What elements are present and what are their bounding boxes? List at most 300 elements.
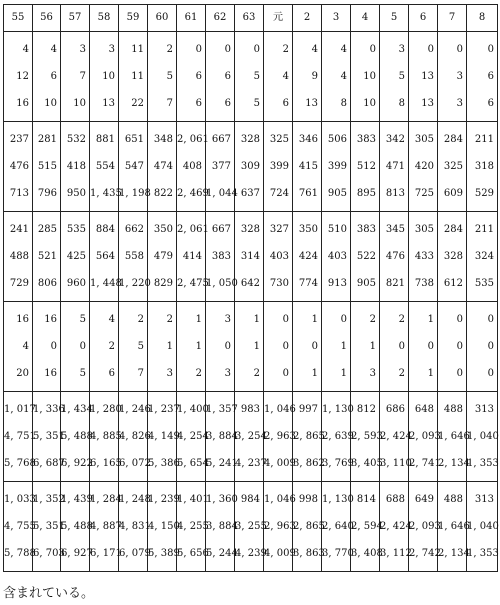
table-cell: 6, 072 xyxy=(119,450,148,482)
table-cell: 713 xyxy=(4,180,33,212)
table-cell: 3 xyxy=(61,32,90,64)
table-cell: 5 xyxy=(61,302,90,334)
table-cell: 6 xyxy=(264,90,293,122)
table-cell: 895 xyxy=(351,180,380,212)
table-cell: 5 xyxy=(148,63,177,90)
table-cell: 1 xyxy=(322,360,351,392)
table-cell: 662 xyxy=(119,212,148,244)
table-cell: 383 xyxy=(351,212,380,244)
table-cell: 5, 656 xyxy=(177,540,206,572)
year-header-cell: 55 xyxy=(4,5,33,32)
year-header-cell: 8 xyxy=(467,5,498,32)
year-header-cell: 4 xyxy=(351,5,380,32)
table-cell: 4, 885 xyxy=(90,423,119,450)
table-cell: 424 xyxy=(293,243,322,270)
table-cell: 905 xyxy=(351,270,380,302)
table-cell: 2 xyxy=(380,360,409,392)
year-header-cell: 58 xyxy=(90,5,119,32)
table-cell: 1, 353 xyxy=(467,540,498,572)
table-cell: 6 xyxy=(206,90,235,122)
table-cell: 5, 389 xyxy=(148,540,177,572)
table-row xyxy=(4,90,498,122)
table-cell: 5, 241 xyxy=(206,450,235,482)
table-cell: 558 xyxy=(119,243,148,270)
year-header-cell: 6 xyxy=(409,5,438,32)
table-cell: 4, 751 xyxy=(4,423,33,450)
table-cell: 285 xyxy=(33,212,61,244)
table-cell: 3, 769 xyxy=(322,450,351,482)
table-cell: 1, 044 xyxy=(206,180,235,212)
table-cell: 510 xyxy=(322,212,351,244)
table-cell: 529 xyxy=(467,180,498,212)
table-cell: 2 xyxy=(351,302,380,334)
table-cell: 4, 237 xyxy=(235,450,264,482)
table-cell: 1, 046 xyxy=(264,482,293,514)
table-cell: 3, 863 xyxy=(293,540,322,572)
table-cell: 813 xyxy=(380,180,409,212)
table-cell: 730 xyxy=(264,270,293,302)
table-cell: 3, 408 xyxy=(351,540,380,572)
table-cell: 1 xyxy=(235,302,264,334)
table-cell: 1, 040 xyxy=(467,423,498,450)
table-cell: 4 xyxy=(264,63,293,90)
table-cell: 383 xyxy=(351,122,380,154)
table-cell: 6 xyxy=(33,63,61,90)
table-cell: 2, 865 xyxy=(293,513,322,540)
table-cell: 4, 149 xyxy=(148,423,177,450)
table-cell: 425 xyxy=(61,243,90,270)
table-cell: 13 xyxy=(293,90,322,122)
table-row xyxy=(4,243,498,270)
table-cell: 4 xyxy=(4,32,33,64)
table-cell: 3 xyxy=(351,360,380,392)
table-cell: 0 xyxy=(409,333,438,360)
table-cell: 415 xyxy=(293,153,322,180)
table-cell: 5 xyxy=(235,63,264,90)
year-header-cell: 60 xyxy=(148,5,177,32)
table-cell: 328 xyxy=(235,212,264,244)
table-cell: 4 xyxy=(322,32,351,64)
table-cell: 313 xyxy=(467,482,498,514)
table-cell: 612 xyxy=(438,270,467,302)
table-cell: 5, 244 xyxy=(206,540,235,572)
table-cell: 5 xyxy=(235,90,264,122)
statistics-table xyxy=(3,4,498,572)
table-cell: 3, 255 xyxy=(235,513,264,540)
table-cell: 3, 884 xyxy=(206,423,235,450)
table-cell: 1, 198 xyxy=(119,180,148,212)
table-cell: 6, 079 xyxy=(119,540,148,572)
table-cell: 725 xyxy=(409,180,438,212)
table-cell: 488 xyxy=(4,243,33,270)
table-cell: 984 xyxy=(235,482,264,514)
table-cell: 2, 424 xyxy=(380,423,409,450)
table-cell: 5 xyxy=(119,333,148,360)
table-cell: 829 xyxy=(148,270,177,302)
table-cell: 1, 050 xyxy=(206,270,235,302)
table-cell: 0 xyxy=(409,32,438,64)
table-cell: 488 xyxy=(438,482,467,514)
table-cell: 328 xyxy=(438,243,467,270)
footnote-text: 含まれている。 xyxy=(3,586,95,601)
table-cell: 13 xyxy=(409,63,438,90)
table-cell: 2, 134 xyxy=(438,540,467,572)
table-cell: 22 xyxy=(119,90,148,122)
table-cell: 0 xyxy=(61,333,90,360)
table-cell: 5, 768 xyxy=(4,450,33,482)
table-cell: 1 xyxy=(235,333,264,360)
table-cell: 8 xyxy=(322,90,351,122)
year-header-cell: 元 xyxy=(264,5,293,32)
table-cell: 16 xyxy=(33,302,61,334)
table-row xyxy=(4,270,498,302)
table-cell: 4, 255 xyxy=(177,513,206,540)
table-cell: 821 xyxy=(380,270,409,302)
table-cell: 476 xyxy=(380,243,409,270)
table-cell: 3, 884 xyxy=(206,513,235,540)
table-cell: 4 xyxy=(322,63,351,90)
table-cell: 667 xyxy=(206,122,235,154)
table-cell: 1, 220 xyxy=(119,270,148,302)
table-cell: 983 xyxy=(235,392,264,424)
table-cell: 20 xyxy=(4,360,33,392)
table-cell: 3, 112 xyxy=(380,540,409,572)
table-cell: 796 xyxy=(33,180,61,212)
table-cell: 6 xyxy=(467,90,498,122)
table-cell: 10 xyxy=(33,90,61,122)
table-cell: 13 xyxy=(90,90,119,122)
table-row xyxy=(4,122,498,154)
table-cell: 4, 239 xyxy=(235,540,264,572)
table-cell: 309 xyxy=(235,153,264,180)
table-cell: 812 xyxy=(351,392,380,424)
table-cell: 1, 239 xyxy=(148,482,177,514)
table-cell: 6, 922 xyxy=(61,450,90,482)
table-cell: 950 xyxy=(61,180,90,212)
table-cell: 5 xyxy=(61,360,90,392)
table-cell: 1, 352 xyxy=(33,482,61,514)
table-cell: 284 xyxy=(438,212,467,244)
table-cell: 474 xyxy=(148,153,177,180)
table-cell: 399 xyxy=(322,153,351,180)
table-cell: 0 xyxy=(264,302,293,334)
table-cell: 4, 254 xyxy=(177,423,206,450)
table-cell: 414 xyxy=(177,243,206,270)
table-cell: 1, 353 xyxy=(467,450,498,482)
table-cell: 2, 742 xyxy=(409,540,438,572)
table-cell: 2 xyxy=(380,302,409,334)
table-cell: 0 xyxy=(438,360,467,392)
table-cell: 905 xyxy=(322,180,351,212)
table-cell: 3 xyxy=(206,360,235,392)
table-cell: 1, 280 xyxy=(90,392,119,424)
table-cell: 2, 594 xyxy=(351,513,380,540)
table-cell: 1, 435 xyxy=(90,180,119,212)
table-cell: 345 xyxy=(380,212,409,244)
table-cell: 1 xyxy=(409,302,438,334)
table-cell: 774 xyxy=(293,270,322,302)
table-cell: 2, 865 xyxy=(293,423,322,450)
table-cell: 1, 646 xyxy=(438,513,467,540)
table-cell: 3, 862 xyxy=(293,450,322,482)
table-cell: 1, 248 xyxy=(119,482,148,514)
table-cell: 0 xyxy=(33,333,61,360)
table-cell: 532 xyxy=(61,122,90,154)
table-cell: 0 xyxy=(467,360,498,392)
table-body xyxy=(4,5,498,572)
table-row xyxy=(4,333,498,360)
table-cell: 3 xyxy=(438,90,467,122)
table-cell: 0 xyxy=(467,333,498,360)
table-cell: 1 xyxy=(148,333,177,360)
table-cell: 564 xyxy=(90,243,119,270)
table-cell: 1, 237 xyxy=(148,392,177,424)
table-cell: 2 xyxy=(119,302,148,334)
table-cell: 0 xyxy=(264,333,293,360)
year-header-cell: 56 xyxy=(33,5,61,32)
table-cell: 667 xyxy=(206,212,235,244)
table-row xyxy=(4,180,498,212)
table-cell: 327 xyxy=(264,212,293,244)
table-cell: 11 xyxy=(119,63,148,90)
table-cell: 648 xyxy=(409,392,438,424)
table-cell: 6, 171 xyxy=(90,540,119,572)
table-cell: 4, 831 xyxy=(119,513,148,540)
table-cell: 16 xyxy=(4,90,33,122)
table-cell: 884 xyxy=(90,212,119,244)
table-cell: 881 xyxy=(90,122,119,154)
table-cell: 1, 360 xyxy=(206,482,235,514)
table-cell: 1, 284 xyxy=(90,482,119,514)
table-row xyxy=(4,212,498,244)
table-cell: 0 xyxy=(264,360,293,392)
table-cell: 806 xyxy=(33,270,61,302)
table-cell: 1, 336 xyxy=(33,392,61,424)
table-cell: 0 xyxy=(467,302,498,334)
table-cell: 281 xyxy=(33,122,61,154)
table-row xyxy=(4,32,498,64)
table-cell: 2, 424 xyxy=(380,513,409,540)
table-row xyxy=(4,450,498,482)
table-cell: 554 xyxy=(90,153,119,180)
table-cell: 2, 093 xyxy=(409,423,438,450)
table-cell: 6 xyxy=(206,63,235,90)
table-cell: 11 xyxy=(119,32,148,64)
table-cell: 342 xyxy=(380,122,409,154)
table-cell: 0 xyxy=(438,302,467,334)
table-cell: 3 xyxy=(148,360,177,392)
table-cell: 377 xyxy=(206,153,235,180)
table-cell: 433 xyxy=(409,243,438,270)
table-cell: 2, 061 xyxy=(177,122,206,154)
table-cell: 6 xyxy=(177,90,206,122)
table-cell: 2 xyxy=(177,360,206,392)
table-cell: 515 xyxy=(33,153,61,180)
table-cell: 761 xyxy=(293,180,322,212)
table-cell: 2, 475 xyxy=(177,270,206,302)
table-cell: 2, 741 xyxy=(409,450,438,482)
table-cell: 506 xyxy=(322,122,351,154)
table-cell: 211 xyxy=(467,212,498,244)
table-cell: 1 xyxy=(293,302,322,334)
table-cell: 6 xyxy=(90,360,119,392)
year-header-cell: 2 xyxy=(293,5,322,32)
table-cell: 5, 351 xyxy=(33,423,61,450)
table-cell: 4, 150 xyxy=(148,513,177,540)
table-cell: 4 xyxy=(90,302,119,334)
table-cell: 913 xyxy=(322,270,351,302)
table-cell: 1, 130 xyxy=(322,482,351,514)
table-cell: 479 xyxy=(148,243,177,270)
table-cell: 1 xyxy=(177,333,206,360)
table-row xyxy=(4,153,498,180)
table-cell: 284 xyxy=(438,122,467,154)
table-cell: 408 xyxy=(177,153,206,180)
table-cell: 1, 246 xyxy=(119,392,148,424)
table-cell: 0 xyxy=(206,32,235,64)
table-cell: 0 xyxy=(438,32,467,64)
table-cell: 383 xyxy=(206,243,235,270)
table-row xyxy=(4,63,498,90)
table-cell: 535 xyxy=(61,212,90,244)
year-header-cell: 61 xyxy=(177,5,206,32)
table-cell: 522 xyxy=(351,243,380,270)
table-cell: 5, 654 xyxy=(177,450,206,482)
table-cell: 4 xyxy=(33,32,61,64)
table-cell: 1, 046 xyxy=(264,392,293,424)
table-cell: 4, 009 xyxy=(264,540,293,572)
table-cell: 346 xyxy=(293,122,322,154)
table-cell: 399 xyxy=(264,153,293,180)
table-cell: 305 xyxy=(409,212,438,244)
table-cell: 10 xyxy=(90,63,119,90)
table-cell: 998 xyxy=(293,482,322,514)
table-cell: 688 xyxy=(380,482,409,514)
table-cell: 3 xyxy=(380,32,409,64)
table-cell: 2, 093 xyxy=(409,513,438,540)
table-row xyxy=(4,482,498,514)
table-cell: 13 xyxy=(409,90,438,122)
table-cell: 1 xyxy=(351,333,380,360)
table-cell: 16 xyxy=(4,302,33,334)
table-cell: 642 xyxy=(235,270,264,302)
table-cell: 325 xyxy=(438,153,467,180)
table-cell: 729 xyxy=(4,270,33,302)
table-cell: 4, 887 xyxy=(90,513,119,540)
year-header-cell: 7 xyxy=(438,5,467,32)
table-cell: 3, 405 xyxy=(351,450,380,482)
year-header-cell: 62 xyxy=(206,5,235,32)
table-cell: 521 xyxy=(33,243,61,270)
table-cell: 0 xyxy=(235,32,264,64)
table-cell: 1, 439 xyxy=(61,482,90,514)
year-header-cell: 63 xyxy=(235,5,264,32)
table-cell: 0 xyxy=(351,32,380,64)
table-cell: 1, 033 xyxy=(4,482,33,514)
table-cell: 0 xyxy=(467,32,498,64)
table-cell: 318 xyxy=(467,153,498,180)
table-cell: 2, 134 xyxy=(438,450,467,482)
table-cell: 1, 448 xyxy=(90,270,119,302)
table-cell: 6 xyxy=(467,63,498,90)
table-cell: 512 xyxy=(351,153,380,180)
table-cell: 1, 017 xyxy=(4,392,33,424)
table-cell: 3, 110 xyxy=(380,450,409,482)
table-cell: 6, 927 xyxy=(61,540,90,572)
table-cell: 2 xyxy=(90,333,119,360)
table-cell: 2, 640 xyxy=(322,513,351,540)
table-cell: 418 xyxy=(61,153,90,180)
table-cell: 2, 963 xyxy=(264,423,293,450)
table-cell: 16 xyxy=(33,360,61,392)
table-cell: 2, 469 xyxy=(177,180,206,212)
year-header-cell: 59 xyxy=(119,5,148,32)
table-cell: 1, 357 xyxy=(206,392,235,424)
table-cell: 348 xyxy=(148,122,177,154)
table-cell: 305 xyxy=(409,122,438,154)
table-cell: 350 xyxy=(293,212,322,244)
table-cell: 5, 488 xyxy=(61,513,90,540)
table-cell: 814 xyxy=(351,482,380,514)
table-cell: 2 xyxy=(148,302,177,334)
table-cell: 1, 400 xyxy=(177,392,206,424)
table-cell: 4, 755 xyxy=(4,513,33,540)
table-cell: 5, 386 xyxy=(148,450,177,482)
table-cell: 12 xyxy=(4,63,33,90)
table-cell: 476 xyxy=(4,153,33,180)
table-cell: 0 xyxy=(438,333,467,360)
table-cell: 241 xyxy=(4,212,33,244)
table-cell: 3 xyxy=(206,302,235,334)
table-cell: 5, 788 xyxy=(4,540,33,572)
table-cell: 651 xyxy=(119,122,148,154)
table-cell: 2 xyxy=(235,360,264,392)
table-cell: 314 xyxy=(235,243,264,270)
table-cell: 3 xyxy=(438,63,467,90)
table-cell: 960 xyxy=(61,270,90,302)
table-cell: 1 xyxy=(322,333,351,360)
table-cell: 6 xyxy=(177,63,206,90)
table-cell: 738 xyxy=(409,270,438,302)
table-cell: 4 xyxy=(293,32,322,64)
table-row xyxy=(4,392,498,424)
table-cell: 2, 639 xyxy=(322,423,351,450)
table-cell: 328 xyxy=(235,122,264,154)
table-cell: 0 xyxy=(380,333,409,360)
table-cell: 9 xyxy=(293,63,322,90)
table-cell: 10 xyxy=(351,90,380,122)
table-cell: 0 xyxy=(206,333,235,360)
table-cell: 997 xyxy=(293,392,322,424)
table-cell: 1, 646 xyxy=(438,423,467,450)
table-cell: 10 xyxy=(61,90,90,122)
table-cell: 211 xyxy=(467,122,498,154)
table-cell: 637 xyxy=(235,180,264,212)
table-cell: 7 xyxy=(148,90,177,122)
table-cell: 1, 040 xyxy=(467,513,498,540)
table-cell: 3 xyxy=(90,32,119,64)
table-cell: 0 xyxy=(177,32,206,64)
table-cell: 2, 061 xyxy=(177,212,206,244)
table-cell: 547 xyxy=(119,153,148,180)
table-cell: 350 xyxy=(148,212,177,244)
table-cell: 1, 434 xyxy=(61,392,90,424)
table-cell: 0 xyxy=(293,333,322,360)
table-cell: 535 xyxy=(467,270,498,302)
table-cell: 2, 963 xyxy=(264,513,293,540)
table-cell: 2, 593 xyxy=(351,423,380,450)
table-cell: 6, 165 xyxy=(90,450,119,482)
